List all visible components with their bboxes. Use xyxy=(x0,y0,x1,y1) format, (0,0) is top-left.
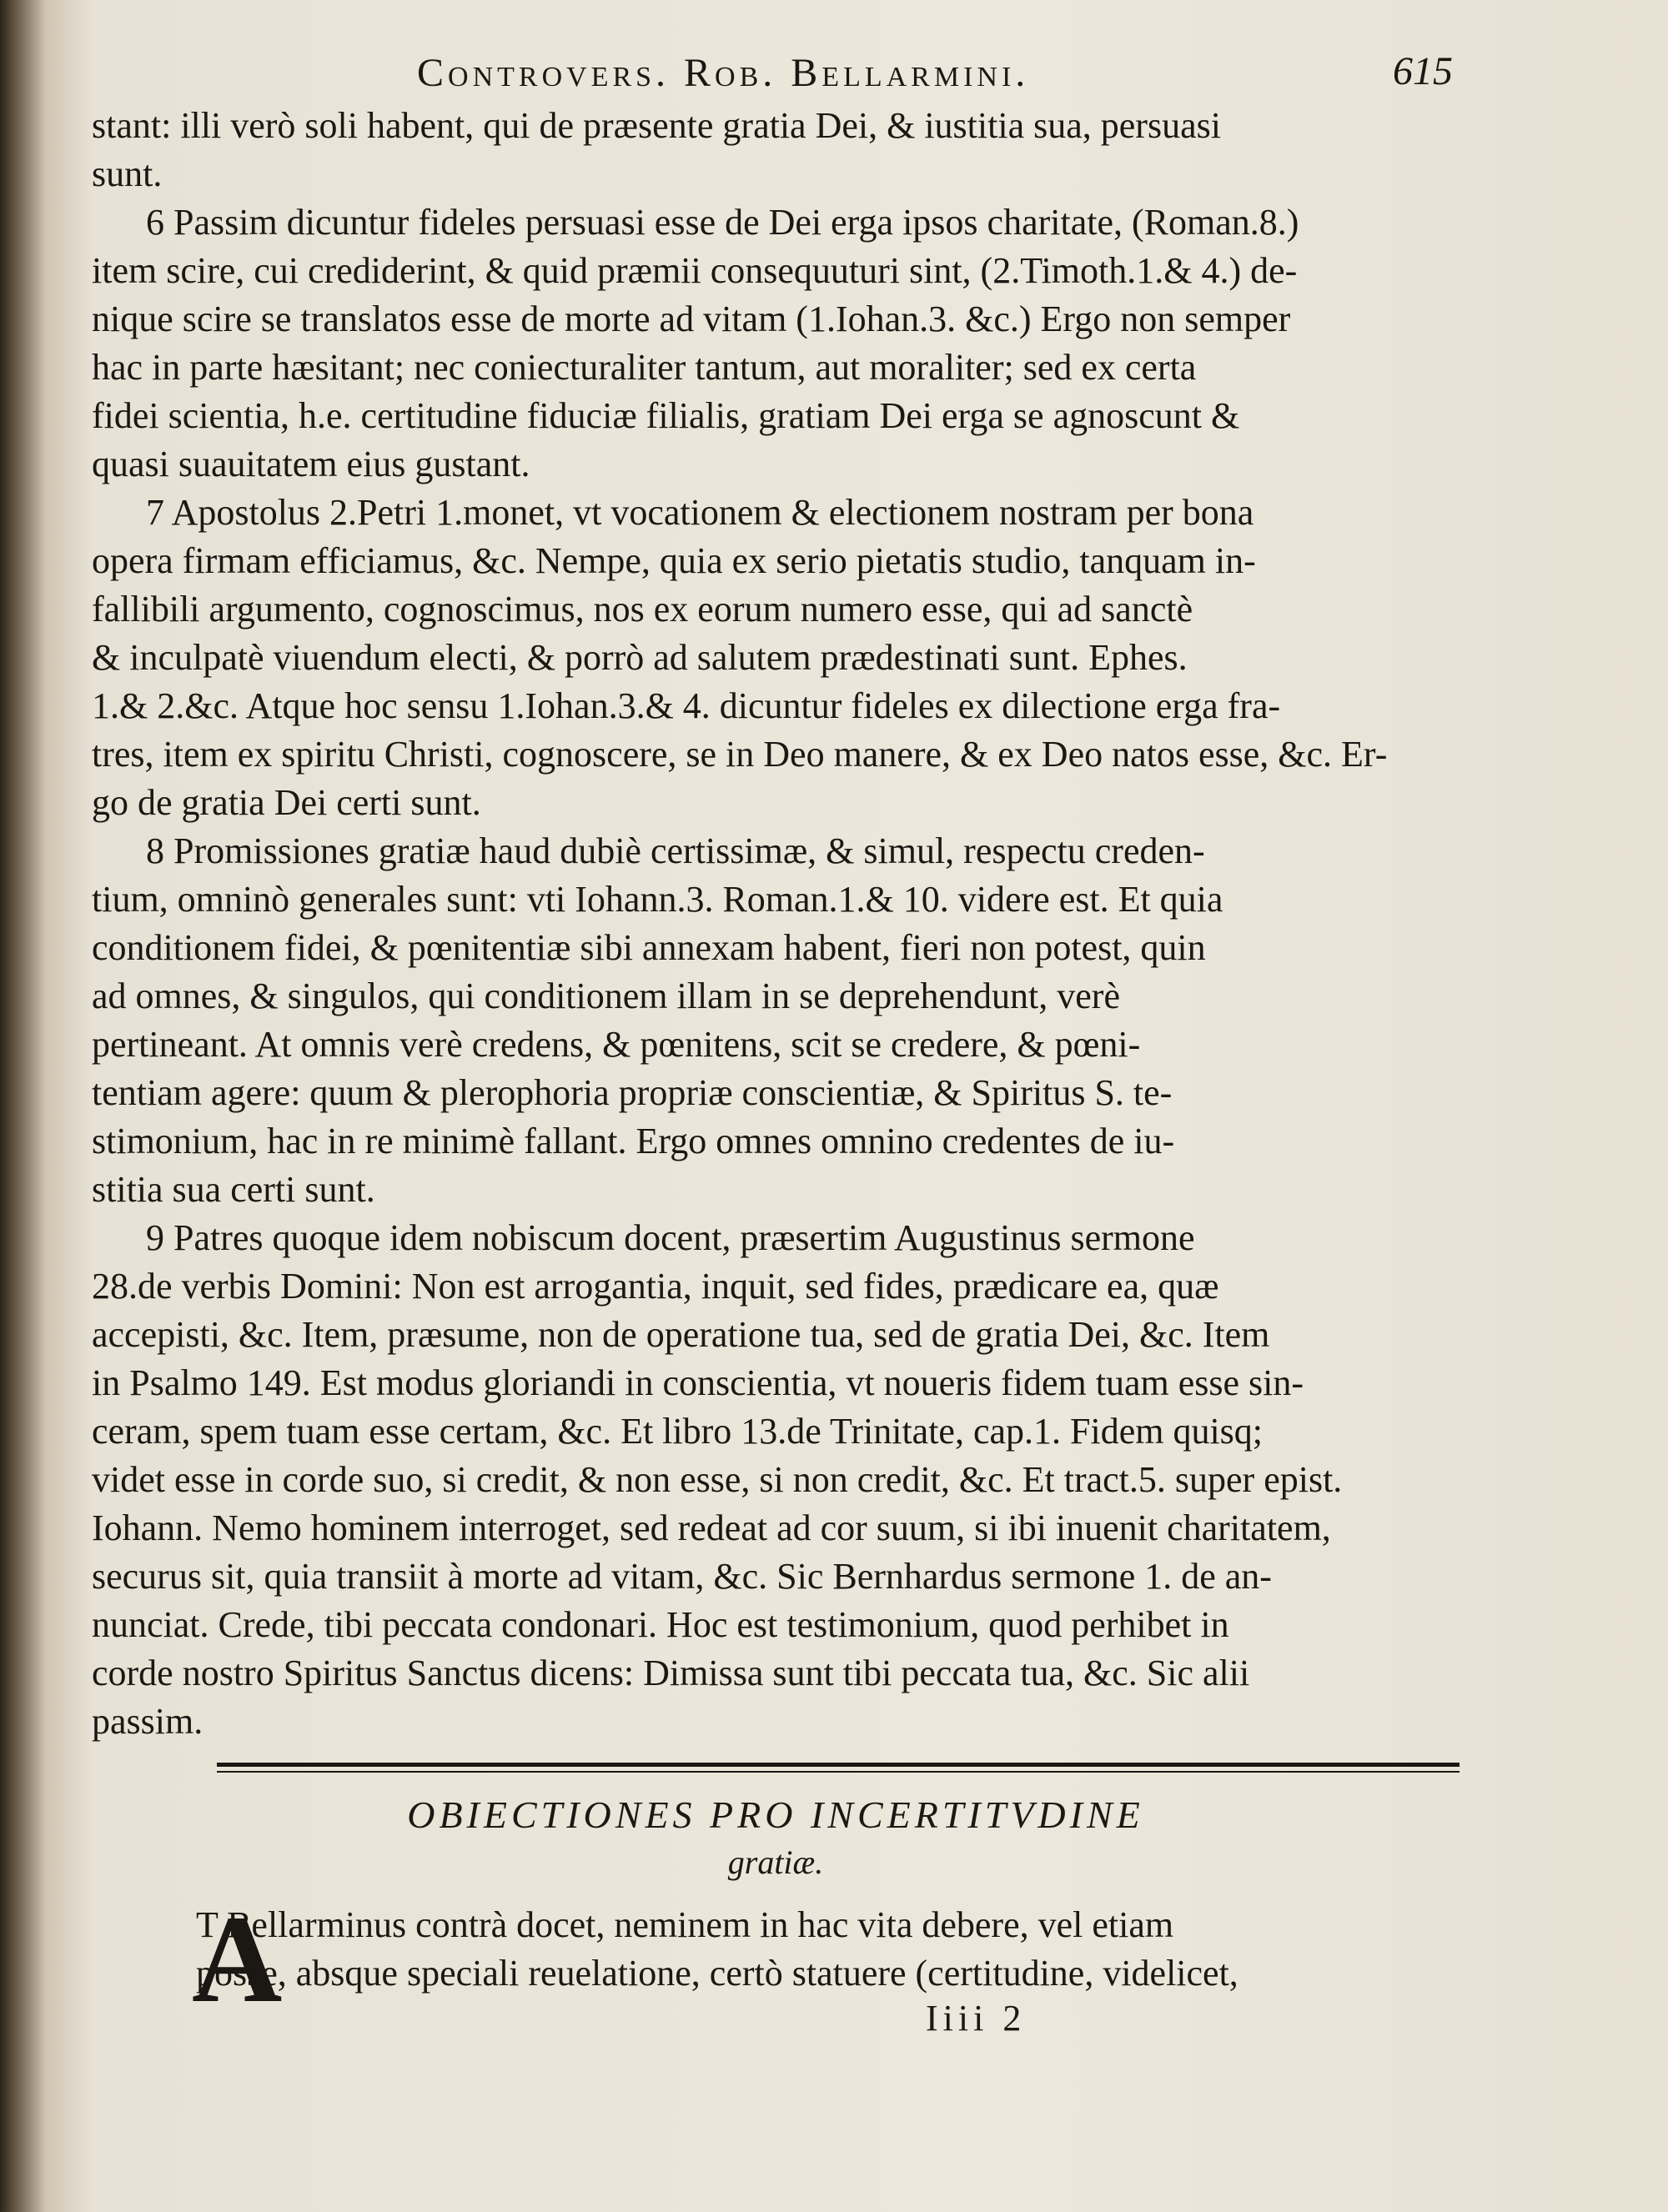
text-line: sunt. xyxy=(92,153,163,194)
text-line: 1.& 2.&c. Atque hoc sensu 1.Iohan.3.& 4. dicuntur fideles ex dilectione erga fra- xyxy=(92,685,1281,726)
text-line: tentiam agere: quum & plerophoria propriæ conscientiæ, & Spiritus S. te- xyxy=(92,1072,1173,1113)
text-line: nunciat. Crede, tibi peccata condonari. Hoc est testimonium, quod perhibet in xyxy=(92,1604,1229,1645)
text-line: nique scire se translatos esse de morte ad vitam (1.Iohan.3. &c.) Ergo non semper xyxy=(92,298,1291,339)
text-line: stitia sua certi sunt. xyxy=(92,1169,375,1210)
text-line: hac in parte hæsitant; nec coniecturaliter tantum, aut moraliter; sed ex certa xyxy=(92,347,1197,388)
text-line: & inculpatè viuendum electi, & porrò ad salutem prædestinati sunt. Ephes. xyxy=(92,637,1188,678)
text-line: 8 Promissiones gratiæ haud dubiè certissimæ, & simul, respectu creden- xyxy=(146,830,1205,871)
text-line: fallibili argumento, cognoscimus, nos ex eorum numero esse, qui ad sanctè xyxy=(92,589,1193,629)
text-line: go de gratia Dei certi sunt. xyxy=(92,782,481,823)
text-line: 6 Passim dicuntur fideles persuasi esse de Dei erga ipsos charitate, (Roman.8.) xyxy=(146,202,1299,243)
running-head: Controvers. Rob. Bellarmini. xyxy=(417,51,1030,95)
text-line: accepisti, &c. Item, præsume, non de operatione tua, sed de gratia Dei, &c. Item xyxy=(92,1314,1270,1355)
text-line: pertineant. At omnis verè credens, & pœnitens, scit se credere, & pœni- xyxy=(92,1024,1141,1065)
text-line: fidei scientia, h.e. certitudine fiduciæ filialis, gratiam Dei erga se agnoscunt & xyxy=(92,395,1240,436)
text-line: stant: illi verò soli habent, qui de præsente gratia Dei, & iustitia sua, persuasi xyxy=(92,105,1221,146)
section-divider xyxy=(217,1763,1460,1767)
section-subheading: gratiæ. xyxy=(727,1843,824,1881)
text-line: posse, absque speciali reuelatione, certò statuere (certitudine, videlicet, xyxy=(196,1953,1238,1994)
text-line: opera firmam efficiamus, &c. Nempe, quia ex serio pietatis studio, tanquam in- xyxy=(92,540,1256,581)
drop-cap: A xyxy=(192,1890,283,2029)
text-line: tium, omninò generales sunt: vti Iohann.3. Roman.1.& 10. videre est. Et quia xyxy=(92,879,1223,920)
text-line: videt esse in corde suo, si credit, & non esse, si non credit, &c. Et tract.5. super epist. xyxy=(92,1459,1343,1500)
text-line: conditionem fidei, & pœnitentiæ sibi annexam habent, fieri non potest, quin xyxy=(92,927,1206,968)
text-line: 7 Apostolus 2.Petri 1.monet, vt vocationem & electionem nostram per bona xyxy=(146,492,1254,533)
text-line: T Bellarminus contrà docet, neminem in hac vita debere, vel etiam xyxy=(196,1904,1174,1945)
text-line: in Psalmo 149. Est modus gloriandi in conscientia, vt noueris fidem tuam esse sin- xyxy=(92,1362,1304,1403)
text-line: securus sit, quia transiit à morte ad vitam, &c. Sic Bernhardus sermone 1. de an- xyxy=(92,1556,1272,1597)
text-line: corde nostro Spiritus Sanctus dicens: Dimissa sunt tibi peccata tua, &c. Sic alii xyxy=(92,1653,1250,1693)
section-heading: OBIECTIONES PRO INCERTITVDINE xyxy=(407,1793,1144,1836)
text-line: 28.de verbis Domini: Non est arrogantia, inquit, sed fides, prædicare ea, quæ xyxy=(92,1266,1219,1307)
text-line: Iohann. Nemo hominem interroget, sed redeat ad cor suum, si ibi inuenit charitatem, xyxy=(92,1507,1331,1548)
text-line: tres, item ex spiritu Christi, cognoscere, se in Deo manere, & ex Deo natos esse, &c. Er- xyxy=(92,734,1388,775)
text-line: item scire, cui crediderint, & quid præmii consequuturi sint, (2.Timoth.1.& 4.) de- xyxy=(92,250,1298,291)
text-line: ceram, spem tuam esse certam, &c. Et libro 13.de Trinitate, cap.1. Fidem quisq; xyxy=(92,1411,1264,1452)
section-divider-thin xyxy=(217,1771,1460,1773)
text-line: ad omnes, & singulos, qui conditionem illam in se deprehendunt, verè xyxy=(92,976,1120,1016)
text-line: quasi suauitatem eius gustant. xyxy=(92,444,530,484)
text-line: passim. xyxy=(92,1701,203,1742)
page-number: 615 xyxy=(1393,49,1453,93)
text-line: 9 Patres quoque idem nobiscum docent, præsertim Augustinus sermone xyxy=(146,1217,1195,1258)
text-line: stimonium, hac in re minimè fallant. Ergo omnes omnino credentes de iu- xyxy=(92,1121,1175,1161)
signature-mark: Iiii 2 xyxy=(926,1998,1027,2039)
